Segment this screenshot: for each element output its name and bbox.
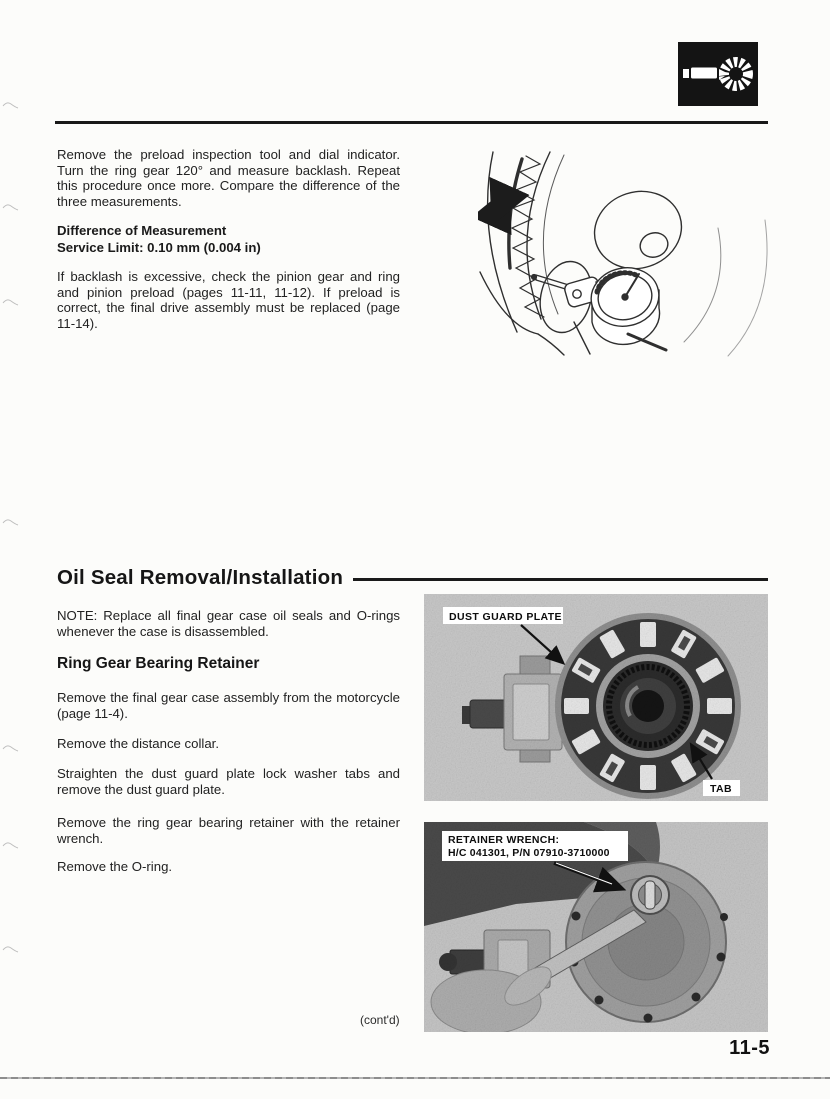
section-rule bbox=[353, 578, 768, 581]
retainer-wrench-label-part: H/C 041301, P/N 07910-3710000 bbox=[448, 847, 610, 859]
step-remove-gear-case: Remove the final gear case assembly from the motorcycle (page 11-4). bbox=[57, 690, 400, 721]
paragraph-backlash-excessive: If backlash is excessive, check the pinion gear and ring and pinion preload (pages 11-11, 11-12). If preload is correct, the final drive assembly must be replaced (page 11-14). bbox=[57, 269, 400, 331]
paragraph-backlash-procedure: Remove the preload inspection tool and dial indicator. Turn the ring gear 120° and measure backlash. Repeat this procedure once more. Compare the difference of the three measurements. bbox=[57, 147, 400, 209]
subsection-title: Ring Gear Bearing Retainer bbox=[57, 655, 260, 672]
final-drive-chapter-icon bbox=[678, 42, 758, 106]
continued-marker: (cont'd) bbox=[360, 1013, 400, 1027]
step-remove-oring: Remove the O-ring. bbox=[57, 859, 173, 874]
binding-mark bbox=[2, 944, 20, 954]
final-drive-icon bbox=[678, 42, 758, 106]
spec-title: Difference of Measurement bbox=[57, 223, 227, 238]
dial-indicator-illustration bbox=[478, 142, 778, 362]
step-straighten-tabs: Straighten the dust guard plate lock washer tabs and remove the dust guard plate. bbox=[57, 766, 400, 797]
binding-mark bbox=[2, 202, 20, 212]
binding-mark bbox=[2, 743, 20, 753]
step-remove-retainer: Remove the ring gear bearing retainer with the retainer wrench. bbox=[57, 815, 400, 846]
retainer-wrench-photo bbox=[424, 822, 768, 1032]
section-title: Oil Seal Removal/Installation bbox=[57, 566, 344, 589]
page-number: 11-5 bbox=[729, 1037, 770, 1059]
tab-label: TAB bbox=[710, 783, 733, 795]
binding-mark bbox=[2, 297, 20, 307]
retainer-wrench-label-title: RETAINER WRENCH: bbox=[448, 834, 560, 846]
footer-rule bbox=[0, 1077, 830, 1079]
binding-mark bbox=[2, 840, 20, 850]
spec-service-limit: Service Limit: 0.10 mm (0.004 in) bbox=[57, 239, 261, 255]
photo-dust-guard-plate bbox=[424, 594, 768, 801]
note-paragraph: NOTE: Replace all final gear case oil seals and O-rings whenever the case is disassembled. bbox=[57, 608, 400, 639]
header-rule bbox=[55, 121, 768, 124]
backlash-measurement-illustration bbox=[478, 142, 778, 362]
dust-guard-plate-photo bbox=[424, 594, 768, 801]
photo-retainer-wrench bbox=[424, 822, 768, 1032]
step-remove-distance-collar: Remove the distance collar. bbox=[57, 736, 219, 751]
binding-mark bbox=[2, 517, 20, 527]
section-heading-row bbox=[57, 566, 768, 590]
dust-guard-plate-label: DUST GUARD PLATE bbox=[449, 611, 562, 623]
binding-mark bbox=[2, 100, 20, 110]
spec-block bbox=[57, 223, 400, 256]
